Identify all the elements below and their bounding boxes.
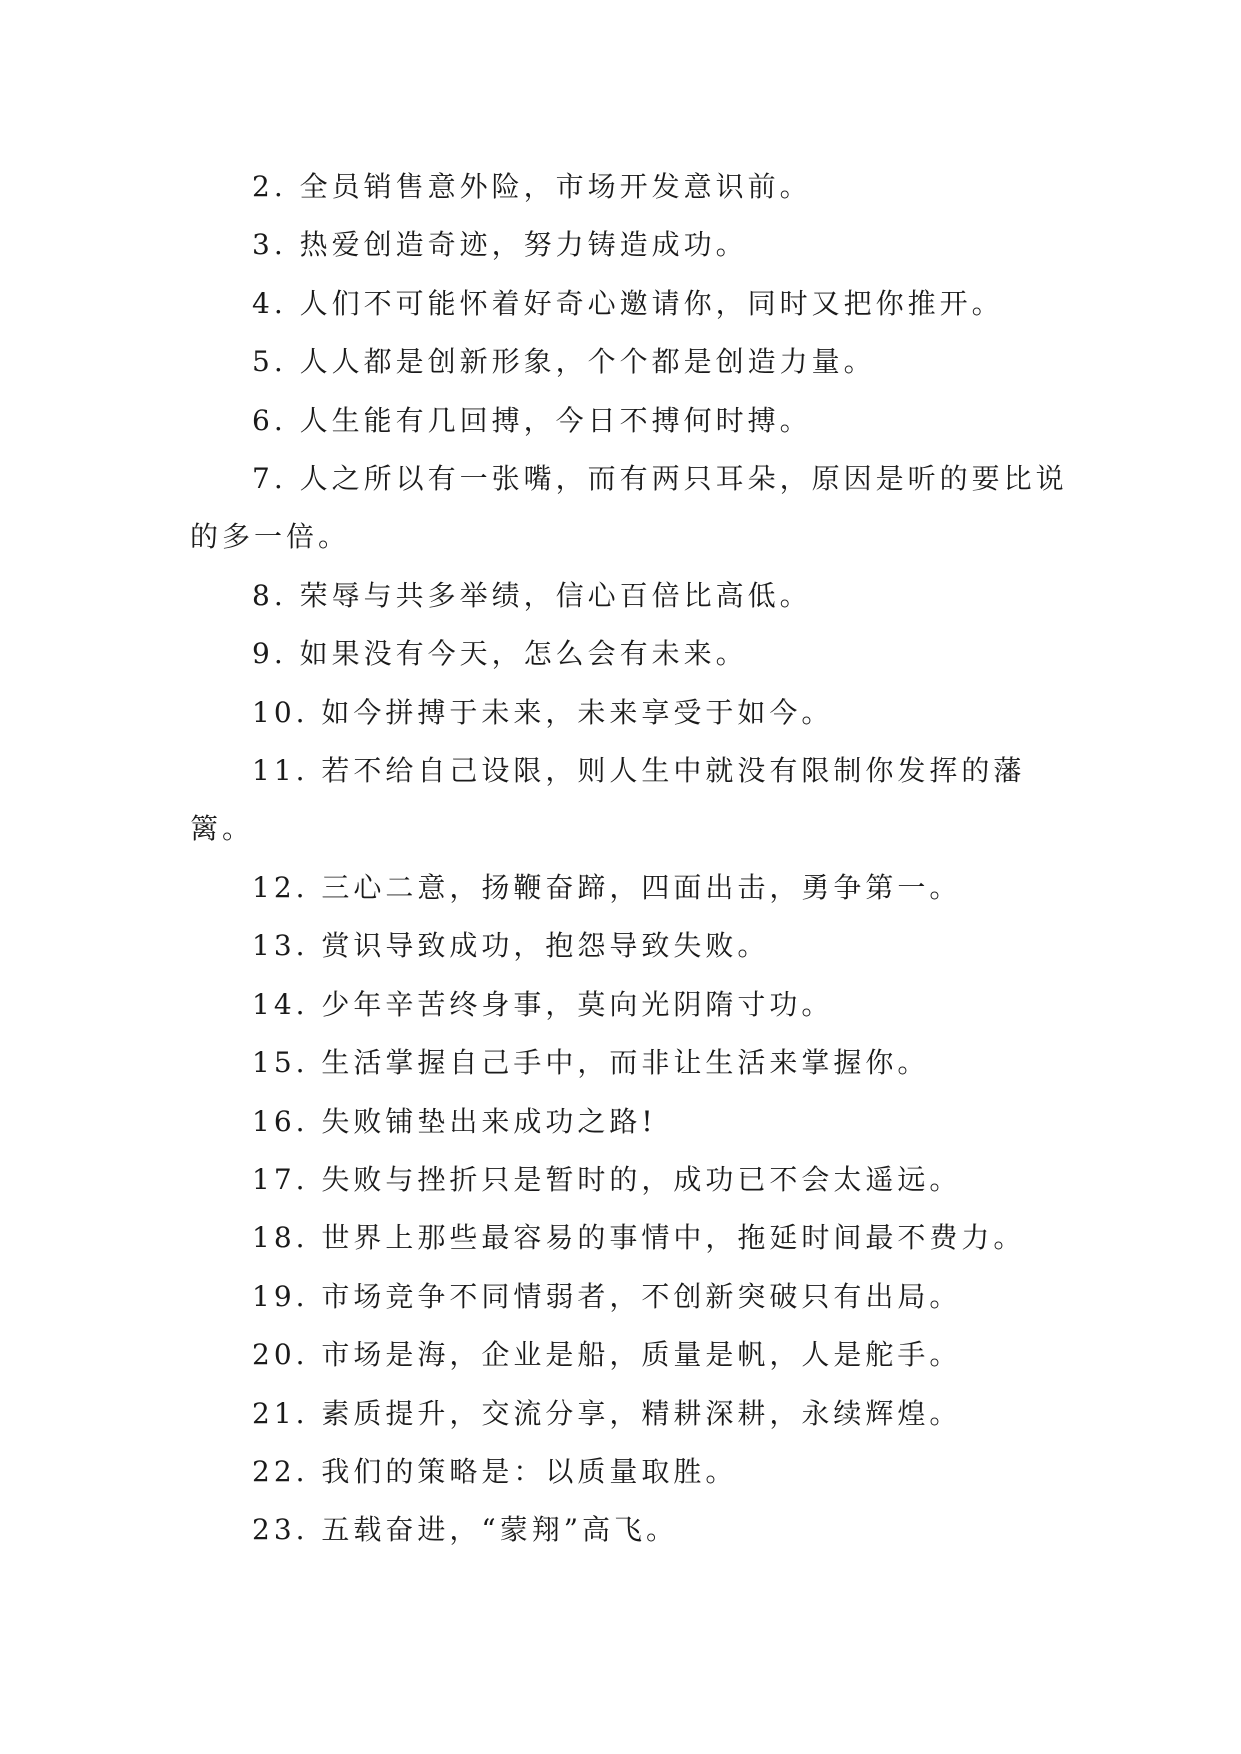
list-item: 2. 全员销售意外险，市场开发意识前。	[252, 170, 812, 203]
list-item: 7. 人之所以有一张嘴，而有两只耳朵，原因是听的要比说的多一倍。	[190, 462, 1068, 554]
list-item: 23. 五载奋进，“蒙翔”高飞。	[252, 1513, 679, 1547]
list-item: 20. 市场是海，企业是船，质量是帆，人是舵手。	[252, 1338, 962, 1372]
list-item: 8. 荣辱与共多举绩，信心百倍比高低。	[252, 578, 812, 612]
list-item: 22. 我们的策略是：以质量取胜。	[252, 1454, 738, 1488]
list-item: 5. 人人都是创新形象，个个都是创造力量。	[252, 345, 876, 379]
list-item: 9. 如果没有今天，怎么会有未来。	[252, 637, 748, 671]
list-item: 15. 生活掌握自己手中，而非让生活来掌握你。	[252, 1046, 930, 1080]
list-item: 6. 人生能有几回搏，今日不搏何时搏。	[252, 403, 812, 437]
list-item: 16. 失败铺垫出来成功之路!	[252, 1104, 657, 1138]
list-item: 10. 如今拼搏于未来，未来享受于如今。	[252, 695, 834, 729]
list-item: 3. 热爱创造奇迹，努力铸造成功。	[252, 228, 748, 262]
list-item: 12. 三心二意，扬鞭奋蹄，四面出击，勇争第一。	[252, 870, 962, 904]
slogan-list	[190, 158, 1070, 1560]
list-item: 14. 少年辛苦终身事，莫向光阴隋寸功。	[252, 987, 834, 1021]
list-item: 18. 世界上那些最容易的事情中，拖延时间最不费力。	[252, 1221, 1026, 1255]
list-item: 17. 失败与挫折只是暂时的，成功已不会太遥远。	[252, 1162, 962, 1196]
list-item: 11. 若不给自己设限，则人生中就没有限制你发挥的藩篱。	[190, 754, 1026, 846]
list-item: 4. 人们不可能怀着好奇心邀请你，同时又把你推开。	[252, 286, 1004, 320]
list-item: 19. 市场竞争不同情弱者，不创新突破只有出局。	[252, 1279, 962, 1313]
list-item: 13. 赏识导致成功，抱怨导致失败。	[252, 929, 770, 963]
list-item: 21. 素质提升，交流分享，精耕深耕，永续辉煌。	[252, 1396, 962, 1430]
